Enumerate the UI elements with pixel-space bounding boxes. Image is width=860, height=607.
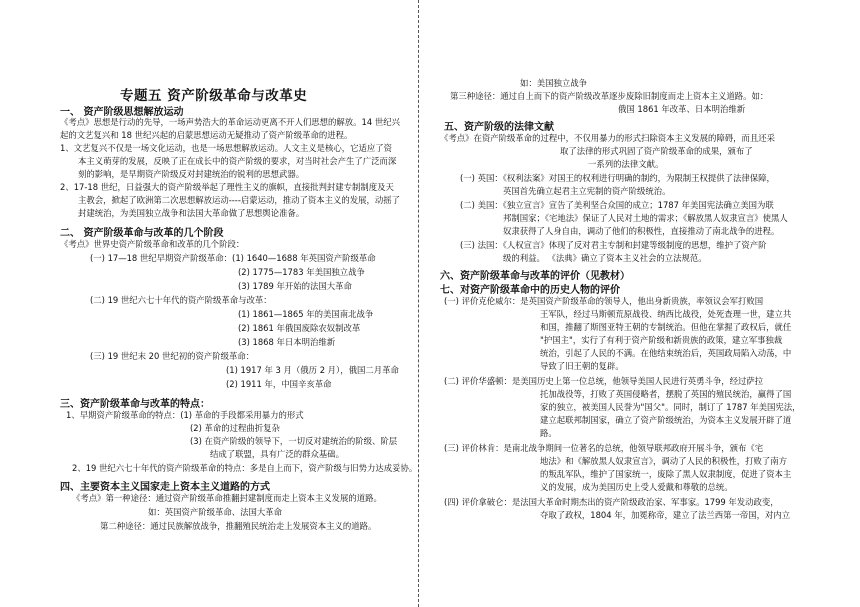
s1-item-1-line: 本主义萌芽的发展，反映了正在成长中的资产阶级的要求，对当时社会产生了广泛而深 <box>78 156 397 166</box>
s2-group-3-item: (2) 1911 年，中国辛亥革命 <box>226 379 332 389</box>
s3-item-1-sub: (3) 在资产阶级的领导下，一切反对建统治的阶级、阶层 <box>190 436 398 446</box>
s1-item-2-line: 主教会，掀起了欧洲第二次思想解放运动----启蒙运动，推动了资本主义的发展，动摇了 <box>78 195 400 205</box>
s1-item-2-line: 2、17-18 世纪，日益强大的资产阶级举起了理性主义的旗帜，直接批判封建专制制度及天 <box>60 182 394 192</box>
s7-cromwell: 和国，推翻了斯图亚特王朝的专制统治。但他在掌握了政权后，就任 <box>540 322 792 332</box>
s3-item-1: 1、早期资产阶级革命的特点：(1) 革命的手段都采用暴力的形式 <box>66 410 304 420</box>
section-7-heading: 七、对资产阶级革命中的历史人物的评价 <box>440 285 620 296</box>
s4-way-1-example: 如：英国资产阶级革命、法国大革命 <box>148 507 282 517</box>
s2-group-3-item: (1) 1917 年 3 月（俄历 2 月），俄国二月革命 <box>226 365 399 375</box>
s7-washington: 建立起联邦制国家，确立了资产阶级统治，为资本主义发展开辟了道 <box>540 415 792 425</box>
s7-washington: 路。 <box>540 428 557 438</box>
s2-group-2-item: (2) 1861 年俄国废除农奴制改革 <box>238 323 361 333</box>
s7-lincoln: (三) 评价林肯：是南北战争期间一位著名的总统，他领导联邦政府开展斗争，颁布《宅 <box>444 443 764 453</box>
s1-para-line: 《考点》思想是行动的先导，一场声势浩大的革命运动更离不开人们思想的解放。14 世纪兴 <box>60 117 400 127</box>
page-title: 专题五 资产阶级革命与改革史 <box>120 88 308 104</box>
s2-group-1-item: (2) 1775—1783 年美国独立战争 <box>238 267 365 277</box>
s3-item-1-sub: (2) 革命的过程曲折复杂 <box>190 423 280 433</box>
r-top-line: 第三种途径：通过自上而下的资产阶级改革逐步废除旧制度而走上资本主义道路。如： <box>450 91 769 101</box>
s7-washington: 家的独立，被美国人民誉为"国父"。同时，制订了 1787 年美国宪法， <box>540 402 801 412</box>
s5-para-line: 《考点》在资产阶级革命的过程中，不仅用暴力的形式扫除资本主义发展的障碍，而且还采 <box>440 133 775 143</box>
s4-way-2: 第二种途径：通过民族解放战争，推翻殖民统治走上发展资本主义的道路。 <box>100 521 377 531</box>
s7-washington: 托加战役等，打败了英国侵略者，摆脱了英国的殖民统治，赢得了国 <box>540 389 792 399</box>
s5-england: 英国首先确立起君主立宪制的资产阶级统治。 <box>503 186 671 196</box>
s5-para-line: 一系列的法律文献。 <box>588 159 664 169</box>
s2-group-2-item: (3) 1868 年日本明治维新 <box>238 337 336 347</box>
s2-intro: 《考点》世界史资产阶级革命和改革的几个阶段： <box>60 239 245 249</box>
s3-item-2: 2、19 世纪六七十年代的资产阶级革命的特点：多是自上而下，资产阶级与旧势力达成妥协。 <box>72 463 418 473</box>
s2-group-2: (二) 19 世纪六七十年代的资产阶级革命与改革： <box>90 295 272 305</box>
s2-group-1-item: (3) 1789 年开始的法国大革命 <box>238 281 352 291</box>
s7-cromwell: 导致了旧王朝的复辟。 <box>540 361 624 371</box>
s3-item-1-sub: 结成了联盟，具有广泛的群众基础。 <box>210 449 344 459</box>
s2-group-1: (一) 17—18 世纪早期资产阶级革命：(1) 1640—1688 年英国资产阶级革命 <box>90 253 376 263</box>
s1-item-2-line: 封建统治，为美国独立战争和法国大革命做了思想舆论准备。 <box>78 208 305 218</box>
s1-item-1-line: 1、文艺复兴不仅是一场文化运动，也是一场思想解放运动。人文主义是核心，它适应了资 <box>60 143 392 153</box>
r-top-line: 如：美国独立战争 <box>520 78 587 88</box>
section-4-heading: 四、主要资本主义国家走上资本主义道路的方式 <box>60 482 270 493</box>
s7-washington: (二) 评价华盛顿：是美国历史上第一位总统，他领导美国人民进行英勇斗争，经过萨拉 <box>444 376 764 386</box>
s7-lincoln: 地法》和《解放黑人奴隶宣言》，调动了人民的积极性，打败了南方 <box>540 456 788 466</box>
s1-para-line: 起的文艺复兴和 18 世纪兴起的启蒙思想运动无疑推动了资产阶级革命的进程。 <box>60 130 353 140</box>
s5-para-line: 取了法律的形式巩固了资产阶级革命的成果，颁布了 <box>560 146 753 156</box>
section-5-heading: 五、资产阶级的法律文献 <box>444 122 554 133</box>
s5-usa: 邦制国家；《宅地法》保证了人民对土地的需求；《解放黑人奴隶宣言》使黑人 <box>503 213 788 223</box>
s2-group-2-item: (1) 1861—1865 年的美国南北战争 <box>238 309 374 319</box>
s7-napoleon: 夺取了政权，1804 年，加冕称帝，建立了法兰西第一帝国，对内立 <box>540 510 791 520</box>
s5-france: (三) 法国：《人权宣言》体现了反对君主专制和封建等级制度的思想，维护了资产阶 <box>460 240 767 250</box>
section-2-heading: 二、 资产阶级革命与改革的几个阶段 <box>60 228 224 239</box>
s4-way-1: 《考点》第一种途径：通过资产阶级革命推翻封建制度而走上资本主义发展的道路。 <box>72 493 382 503</box>
section-1-heading: 一、 资产阶级思想解放运动 <box>60 107 184 118</box>
s7-lincoln: 义的发展，成为美国历史上受人爱戴和尊敬的总统。 <box>540 482 733 492</box>
s2-group-3: (三) 19 世纪末 20 世纪初的资产阶级革命： <box>90 351 255 361</box>
s7-cromwell: (一) 评价克伦威尔：是英国资产阶级革命的领导人，他出身新贵族，率领议会军打败国 <box>444 296 764 306</box>
s5-france: 级的利益。 《法典》确立了资本主义社会的立法规范。 <box>503 253 707 263</box>
s7-cromwell: 王军队，经过马斯顿荒原战役、纳西比战役，处死查理一世，建立共 <box>540 309 792 319</box>
s5-usa: (二) 美国：《独立宣言》宣告了美利坚合众国的成立；1787 年美国宪法确立美国为联 <box>460 200 774 210</box>
s7-lincoln: 的叛乱军队，维护了国家统一，废除了黑人奴隶制度，促进了资本主 <box>540 469 792 479</box>
s7-napoleon: (四) 评价拿破仑：是法国大革命时期杰出的资产阶级政治家、军事家。1799 年发动政变， <box>444 497 779 507</box>
s7-cromwell: "护国主"，实行了有利于资产阶级和新贵族的政策，建立军事独裁 <box>540 335 783 345</box>
s5-usa: 奴隶获得了人身自由，调动了他们的积极性，直接推动了南北战争的进程。 <box>503 226 780 236</box>
s5-england: (一) 英国：《权利法案》对国王的权利进行明确的制约，为限制王权提供了法律保障， <box>460 173 775 183</box>
r-top-line: 俄国 1861 年改革、日本明治维新 <box>618 104 746 114</box>
column-divider <box>418 0 419 607</box>
s7-cromwell: 统治，引起了人民的不满。在他结束统治后，英国政局陷入动荡，中 <box>540 348 792 358</box>
section-6-heading: 六、资产阶级革命与改革的评价（见教材） <box>440 271 630 282</box>
s1-item-1-line: 刻的影响，是早期资产阶级反对封建统治的锐利的思想武器。 <box>78 169 305 179</box>
section-3-heading: 三、资产阶级革命与改革的特点： <box>60 399 210 410</box>
